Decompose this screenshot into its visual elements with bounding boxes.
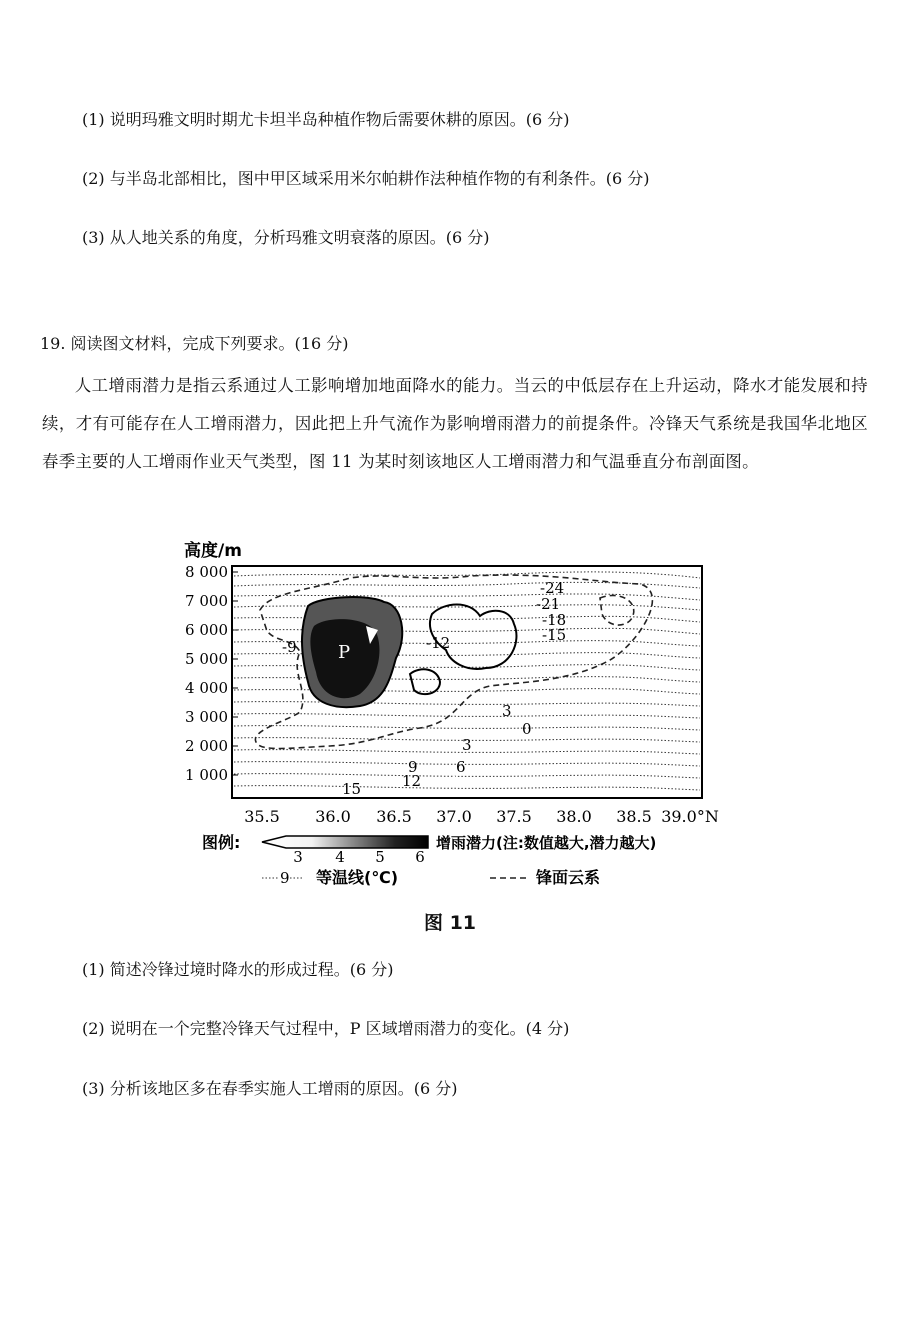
figure-11 xyxy=(170,532,730,886)
x-tick-label: 36.5 xyxy=(376,807,412,826)
figure-caption: 图 11 xyxy=(423,912,477,934)
legend xyxy=(202,833,656,886)
y-tick-label: 4 000 xyxy=(185,679,228,697)
q18-sub2: (2) 与半岛北部相比，图中甲区域采用米尔帕耕作法种植作物的有利条件。(6 分) xyxy=(82,169,650,188)
front-cloud-outline xyxy=(600,595,634,625)
plot-frame xyxy=(232,566,702,798)
isotherm-label: -15 xyxy=(542,626,567,644)
isotherm-line xyxy=(234,594,700,600)
legend-isotherm-sample-value: 9 xyxy=(280,869,290,886)
x-tick-label: 38.5 xyxy=(616,807,652,826)
q19-sub3: (3) 分析该地区多在春季实施人工增雨的原因。(6 分) xyxy=(82,1079,458,1098)
legend-scale-value: 4 xyxy=(335,848,345,866)
isotherms xyxy=(234,572,700,790)
q19-sub1: (1) 简述冷锋过境时降水的形成过程。(6 分) xyxy=(82,960,394,979)
rain-potential-area xyxy=(302,597,516,707)
legend-scale-value: 6 xyxy=(415,848,425,866)
isotherm-label: 12 xyxy=(402,772,422,790)
legend-isotherm-label: 等温线(℃) xyxy=(316,868,399,886)
legend-potential-bar xyxy=(262,836,428,848)
q19-paragraph: 人工增雨潜力是指云系通过人工影响增加地面降水的能力。当云的中低层存在上升运动，降水才能发展和持续，才有可能存在人工增雨潜力，因此把上升气流作为影响增雨潜力的前提条件。冷锋天气系统是我国华北地区春季主要的人工增雨作业天气类型，图 11 为某时刻该地区人工增雨潜力和气温垂直分布剖面图。 xyxy=(42,376,868,471)
y-tick-label: 8 000 xyxy=(185,563,228,581)
isotherm-label: 9 xyxy=(408,758,418,776)
x-tick-label: 38.0 xyxy=(556,807,592,826)
q19-sub2: (2) 说明在一个完整冷锋天气过程中，P 区域增雨潜力的变化。(4 分) xyxy=(82,1019,570,1038)
isotherm-label: -24 xyxy=(540,579,565,597)
isotherm-line xyxy=(234,762,700,766)
isotherm-line xyxy=(234,677,700,682)
isotherm-label: 3 xyxy=(502,702,512,720)
x-tick-label: 36.0 xyxy=(315,807,351,826)
y-axis-title: 高度/m xyxy=(184,541,242,561)
y-tick-label: 2 000 xyxy=(185,737,228,755)
isotherm-label: 3 xyxy=(448,769,457,784)
isotherm-label: -21 xyxy=(536,595,561,613)
isotherm-label: 0 xyxy=(522,720,532,738)
x-tick-label: 37.5 xyxy=(496,807,532,826)
legend-front-label: 锋面云系 xyxy=(536,868,601,886)
isotherm-label: -9 xyxy=(282,638,297,656)
legend-scale-value: 3 xyxy=(293,848,303,866)
y-axis xyxy=(185,563,238,784)
isotherm-line xyxy=(234,726,700,730)
isotherm-line xyxy=(234,582,700,588)
y-tick-label: 1 000 xyxy=(185,766,228,784)
isotherm-line xyxy=(234,786,700,790)
figure-11-svg xyxy=(170,532,730,886)
isotherm-line xyxy=(234,689,700,694)
isotherm-line xyxy=(234,774,700,778)
isotherm-label: 6 xyxy=(456,758,466,776)
legend-scale-value: 5 xyxy=(375,848,385,866)
potential-contour-small xyxy=(410,669,440,694)
legend-potential-label: 增雨潜力(注:数值越大,潜力越大) xyxy=(436,834,657,852)
legend-title: 图例: xyxy=(202,833,241,852)
q19-heading: 19. 阅读图文材料，完成下列要求。(16 分) xyxy=(40,334,349,353)
isotherm-label: -12 xyxy=(426,634,451,652)
x-tick-label: 39.0°N xyxy=(661,807,719,826)
x-tick-label: 35.5 xyxy=(244,807,280,826)
isotherm-line xyxy=(234,714,700,718)
point-p-label: P xyxy=(337,642,351,663)
isotherm-line xyxy=(234,702,700,706)
q18-sub3: (3) 从人地关系的角度，分析玛雅文明衰落的原因。(6 分) xyxy=(82,228,490,247)
isotherm-label: -18 xyxy=(542,611,567,629)
x-tick-label: 37.0 xyxy=(436,807,472,826)
x-axis xyxy=(244,807,719,826)
y-tick-label: 7 000 xyxy=(185,592,228,610)
y-tick-label: 5 000 xyxy=(185,650,228,668)
q18-sub1: (1) 说明玛雅文明时期尤卡坦半岛种植作物后需要休耕的原因。(6 分) xyxy=(82,110,570,129)
isotherm-label: 3 xyxy=(462,736,472,754)
y-tick-label: 6 000 xyxy=(185,621,228,639)
isotherm-label: 15 xyxy=(342,780,362,798)
y-tick-label: 3 000 xyxy=(185,708,228,726)
